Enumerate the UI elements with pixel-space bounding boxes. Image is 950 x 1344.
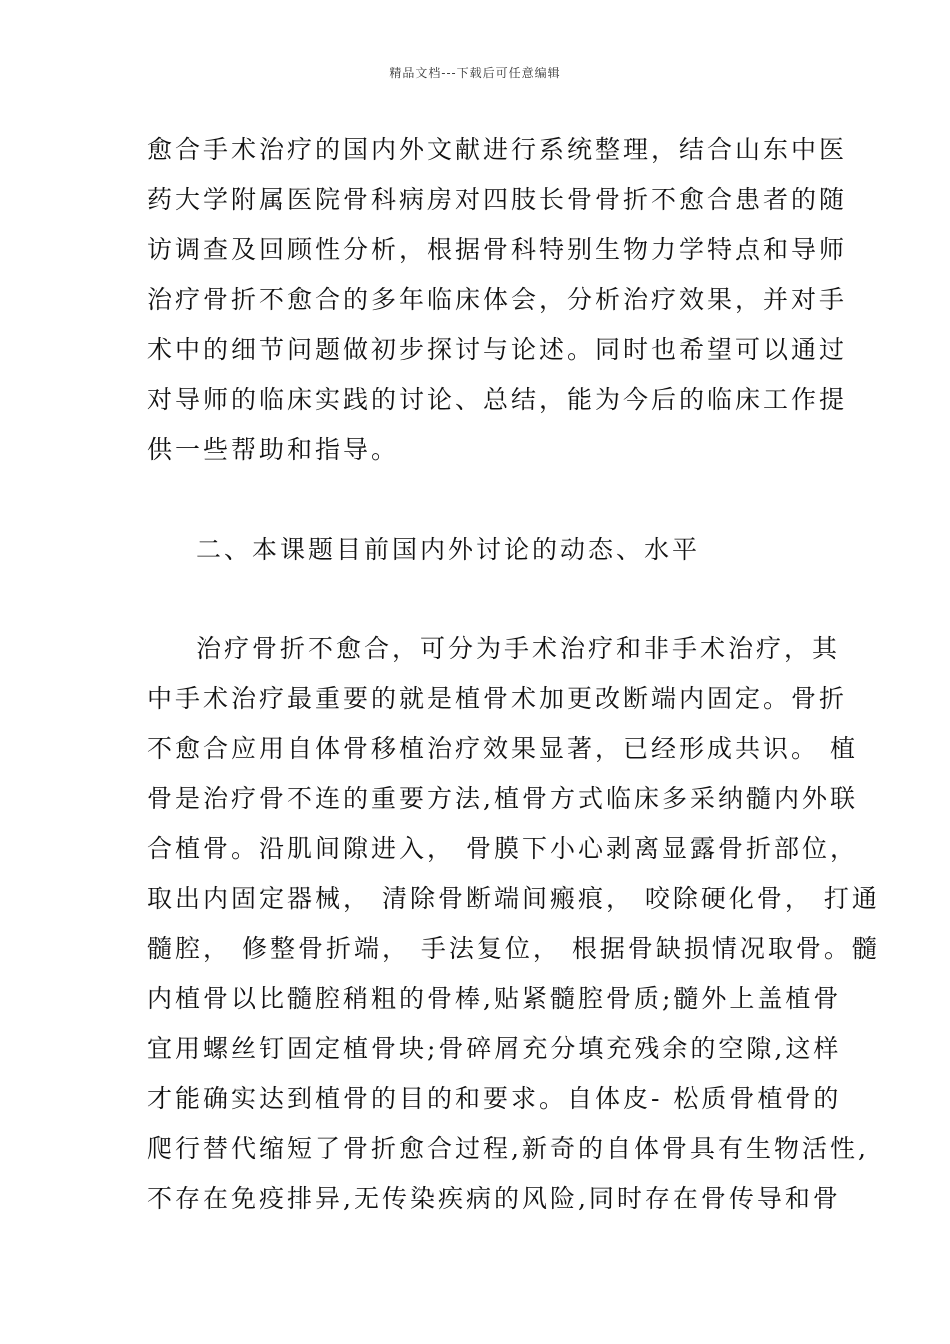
paragraph-line: 取出内固定器械， 清除骨断端间瘢痕， 咬除硬化骨， 打通 [147, 884, 880, 913]
paragraph-line: 髓腔， 修整骨折端， 手法复位， 根据骨缺损情况取骨。髓 [147, 934, 880, 963]
paragraph-line: 供一些帮助和指导。 [147, 435, 400, 464]
paragraph-line: 爬行替代缩短了骨折愈合过程,新奇的自体骨具有生物活性, [147, 1134, 869, 1163]
page-header: 精品文档---下载后可任意编辑 [389, 66, 561, 80]
paragraph-line: 对导师的临床实践的讨论、总结，能为今后的临床工作提 [147, 385, 848, 414]
paragraph-line: 不存在免疫排异,无传染疾病的风险,同时存在骨传导和骨 [147, 1184, 841, 1213]
paragraph-line: 药大学附属医院骨科病房对四肢长骨骨折不愈合患者的随 [147, 185, 848, 214]
section-heading: 二、本课题目前国内外讨论的动态、水平 [196, 535, 701, 564]
paragraph-line: 治疗骨折不愈合的多年临床体会，分析治疗效果，并对手 [147, 285, 848, 314]
paragraph-line: 访调查及回顾性分析，根据骨科特别生物力学特点和导师 [147, 235, 848, 264]
paragraph-line: 不愈合应用自体骨移植治疗效果显著，已经形成共识。 植 [147, 734, 858, 763]
paragraph-line: 治疗骨折不愈合，可分为手术治疗和非手术治疗，其 [196, 634, 841, 663]
paragraph-line: 术中的细节问题做初步探讨与论述。同时也希望可以通过 [147, 335, 848, 364]
paragraph-line: 宜用螺丝钉固定植骨块;骨碎屑充分填充残余的空隙,这样 [147, 1034, 842, 1063]
paragraph-line: 才能确实达到植骨的目的和要求。自体皮- 松质骨植骨的 [147, 1084, 842, 1113]
paragraph-line: 合植骨。沿肌间隙进入， 骨膜下小心剥离显露骨折部位， [147, 834, 858, 863]
paragraph-line: 骨是治疗骨不连的重要方法,植骨方式临床多采纳髓内外联 [147, 784, 858, 813]
paragraph-line: 愈合手术治疗的国内外文献进行系统整理，结合山东中医 [147, 135, 848, 164]
paragraph-line: 内植骨以比髓腔稍粗的骨棒,贴紧髓腔骨质;髓外上盖植骨 [147, 984, 842, 1013]
paragraph-line: 中手术治疗最重要的就是植骨术加更改断端内固定。骨折 [147, 684, 848, 713]
